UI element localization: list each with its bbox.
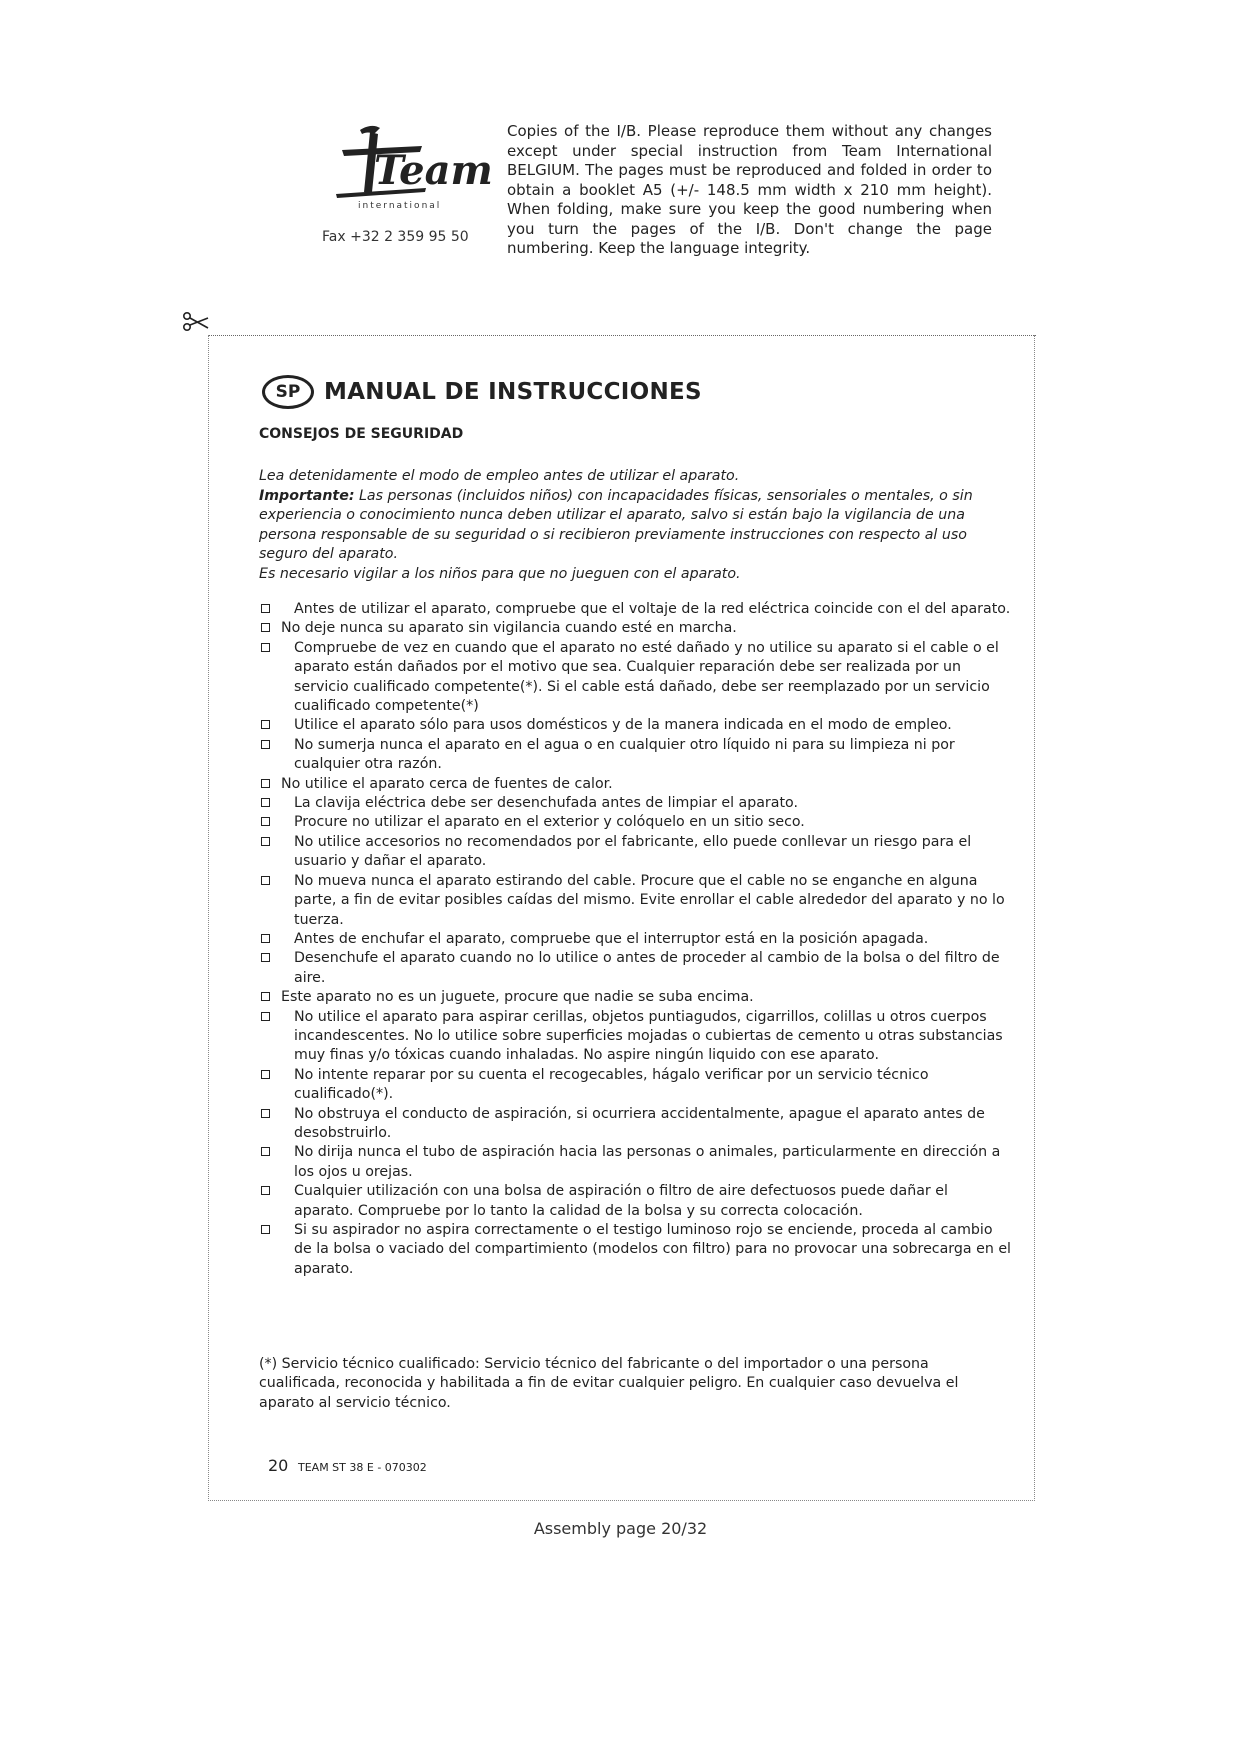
checkbox-bullet-icon: [261, 1186, 270, 1195]
checkbox-bullet-icon: [261, 1109, 270, 1118]
list-item: No sumerja nunca el aparato en el agua o en cualquier otro líquido ni para su limpieza ni por cualquier otra razón.: [259, 736, 1011, 775]
checkbox-bullet-icon: [261, 604, 270, 613]
list-item: No intente reparar por su cuenta el recogecables, hágalo verificar por un servicio técnico cualificado(*).: [259, 1066, 1011, 1105]
list-item: Desenchufe el aparato cuando no lo utilice o antes de proceder al cambio de la bolsa o del filtro de aire.: [259, 949, 1011, 988]
team-logo-graphic: [322, 122, 493, 212]
list-item: Compruebe de vez en cuando que el aparato no esté dañado y no utilice su aparato si el cable o el aparato están dañados por el motivo que sea. Cualquier reparación debe ser realizada por un servicio cualificado competente(*). Si el cable está dañado, debe ser reemplazado por un servicio cualificado competente(*): [259, 639, 1011, 717]
list-item: Procure no utilizar el aparato en el exterior y colóquelo en un sitio seco.: [259, 813, 1011, 832]
checkbox-bullet-icon: [261, 1070, 270, 1079]
checkbox-bullet-icon: [261, 643, 270, 652]
list-item: Antes de enchufar el aparato, compruebe que el interruptor está en la posición apagada.: [259, 930, 1011, 949]
checkbox-bullet-icon: [261, 720, 270, 729]
list-item: No deje nunca su aparato sin vigilancia cuando esté en marcha.: [259, 619, 1011, 638]
list-item: Si su aspirador no aspira correctamente o el testigo luminoso rojo se enciende, proceda al cambio de la bolsa o vaciado del compartimiento (modelos con filtro) para no provocar una sobrecarga en el aparato.: [259, 1221, 1011, 1279]
list-item: Este aparato no es un juguete, procure que nadie se suba encima.: [259, 988, 1011, 1007]
important-label: Importante:: [259, 487, 355, 504]
intro-line-children: Es necesario vigilar a los niños para que no jueguen con el aparato.: [259, 565, 741, 582]
list-item: Utilice el aparato sólo para usos domésticos y de la manera indicada en el modo de empleo.: [259, 716, 1011, 735]
list-item: No mueva nunca el aparato estirando del cable. Procure que el cable no se enganche en alguna parte, a fin de evitar posibles caídas del mismo. Evite enrollar el cable alrededor del aparato y no lo tuerza.: [259, 872, 1011, 930]
list-item: No utilice accesorios no recomendados por el fabricante, ello puede conllevar un riesgo para el usuario y dañar el aparato.: [259, 833, 1011, 872]
list-item: No dirija nunca el tubo de aspiración hacia las personas o animales, particularmente en dirección a los ojos u orejas.: [259, 1143, 1011, 1182]
logo-subtext: international: [358, 201, 442, 211]
checkbox-bullet-icon: [261, 837, 270, 846]
intro-important: [259, 487, 979, 565]
footnote-service: (*) Servicio técnico cualificado: Servicio técnico del fabricante o del importador o una persona cualificada, reconocida y habilitada a fin de evitar cualquier peligro. En cualquier caso devuelva el aparato al servicio técnico.: [259, 1356, 959, 1411]
list-item: No utilice el aparato para aspirar cerillas, objetos puntiagudos, cigarrillos, colillas u otros cuerpos incandescentes. No lo utilice sobre superficies mojadas o cubiertas de cemento u otras substancias muy finas y/o tóxicas cuando inhaladas. No aspire ningún liquido con ese aparato.: [259, 1008, 1011, 1066]
intro-line-read-manual: Lea detenidamente el modo de empleo antes de utilizar el aparato.: [259, 468, 740, 484]
list-item: No obstruya el conducto de aspiración, si ocurriera accidentalmente, apague el aparato antes de desobstruirlo.: [259, 1105, 1011, 1144]
team-international-logo: [322, 122, 493, 212]
checkbox-bullet-icon: [261, 798, 270, 807]
document-reference: TEAM ST 38 E - 070302: [298, 1461, 427, 1474]
page-title: MANUAL DE INSTRUCCIONES: [324, 379, 702, 405]
checkbox-bullet-icon: [261, 876, 270, 885]
manual-title-row: [262, 372, 702, 412]
safety-list: [259, 600, 1011, 1279]
checkbox-bullet-icon: [261, 992, 270, 1001]
list-item: Cualquier utilización con una bolsa de aspiración o filtro de aire defectuosos puede dañar el aparato. Compruebe por lo tanto la calidad de la bolsa y su correcta colocación.: [259, 1182, 1011, 1221]
checkbox-bullet-icon: [261, 934, 270, 943]
important-text: Las personas (incluidos niños) con incapacidades físicas, sensoriales o mentales, o sin experiencia o conocimiento nunca deben utilizar el aparato, salvo si están bajo la vigilancia de una persona responsable de su seguridad o si recibieron previamente instrucciones con respecto al uso seguro del aparato.: [259, 487, 973, 563]
scissors-icon: [182, 310, 210, 334]
list-item: La clavija eléctrica debe ser desenchufada antes de limpiar el aparato.: [259, 794, 1011, 813]
section-heading: CONSEJOS DE SEGURIDAD: [259, 426, 464, 442]
checkbox-bullet-icon: [261, 817, 270, 826]
checkbox-bullet-icon: [261, 953, 270, 962]
assembly-page-label: Assembly page 20/32: [533, 1519, 708, 1538]
checkbox-bullet-icon: [261, 779, 270, 788]
checkbox-bullet-icon: [261, 740, 270, 749]
checkbox-bullet-icon: [261, 1147, 270, 1156]
list-item: No utilice el aparato cerca de fuentes de calor.: [259, 775, 1011, 794]
fax-number: Fax +32 2 359 95 50: [322, 229, 469, 245]
reproduction-instructions: Copies of the I/B. Please reproduce them without any changes except under special instruction from Team International BELGIUM. The pages must be reproduced and folded in order to obtain a booklet A5 (+/- 148.5 mm width x 210 mm height). When folding, make sure you keep the good numbering when you turn the pages of the I/B. Don't change the page numbering. Keep the language integrity.: [507, 122, 992, 257]
language-badge: SP: [262, 375, 314, 409]
checkbox-bullet-icon: [261, 1012, 270, 1021]
checkbox-bullet-icon: [261, 1225, 270, 1234]
page-number: 20: [268, 1456, 289, 1475]
logo-wordmark: Team: [374, 147, 493, 194]
checkbox-bullet-icon: [261, 623, 270, 632]
intro-warning: [259, 467, 979, 585]
list-item: Antes de utilizar el aparato, compruebe que el voltaje de la red eléctrica coincide con el del aparato.: [259, 600, 1011, 619]
